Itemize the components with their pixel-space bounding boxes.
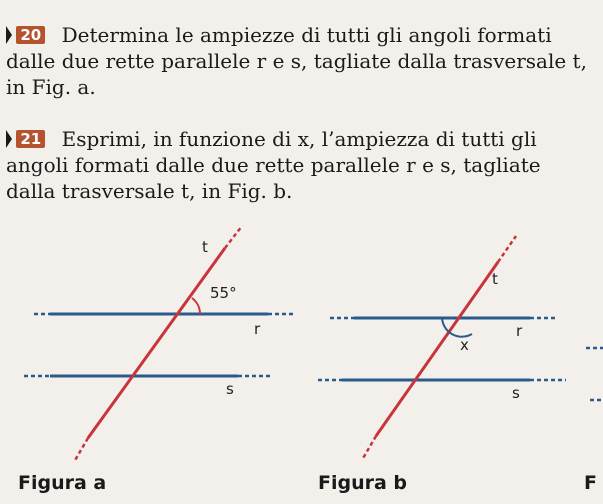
transversal-t bbox=[88, 248, 225, 438]
figure-b-label-r: r bbox=[516, 322, 523, 340]
angle-arc bbox=[192, 298, 200, 314]
exercise-number-badge: 21 bbox=[16, 130, 45, 148]
transversal-t-dashed-bottom bbox=[74, 438, 88, 462]
figure-a-label-t: t bbox=[202, 238, 208, 256]
figure-b bbox=[318, 236, 566, 460]
transversal-t-dashed-top bbox=[225, 226, 242, 248]
figure-b-angle-label: x bbox=[460, 336, 469, 354]
figure-b-label-s: s bbox=[512, 384, 520, 402]
exercise-text: Esprimi, in funzione di x, l’ampiezza di tutti gli angoli formati dalle due rette parallele r e s, tagliate dalla trasversale t, in Fig. b. bbox=[6, 127, 541, 203]
figure-c bbox=[586, 348, 603, 400]
figure-b-label-t: t bbox=[492, 270, 498, 288]
transversal-t bbox=[376, 262, 498, 436]
figure-b-caption: Figura b bbox=[318, 472, 408, 494]
exercise-number-badge: 20 bbox=[16, 26, 45, 44]
transversal-t-dashed-top bbox=[498, 236, 516, 262]
figure-a bbox=[24, 226, 296, 462]
exercise-text: Determina le ampiezze di tutti gli angoli formati dalle due rette parallele r e s, tagliate dalla trasversale t, in Fig. a. bbox=[6, 23, 587, 99]
figure-a-label-s: s bbox=[226, 380, 234, 398]
figure-a-caption: Figura a bbox=[18, 472, 107, 494]
figure-a-angle-label: 55° bbox=[210, 284, 237, 302]
figure-a-label-r: r bbox=[254, 320, 261, 338]
figure-c-caption: F bbox=[584, 472, 597, 494]
transversal-t-dashed-bottom bbox=[362, 436, 376, 460]
